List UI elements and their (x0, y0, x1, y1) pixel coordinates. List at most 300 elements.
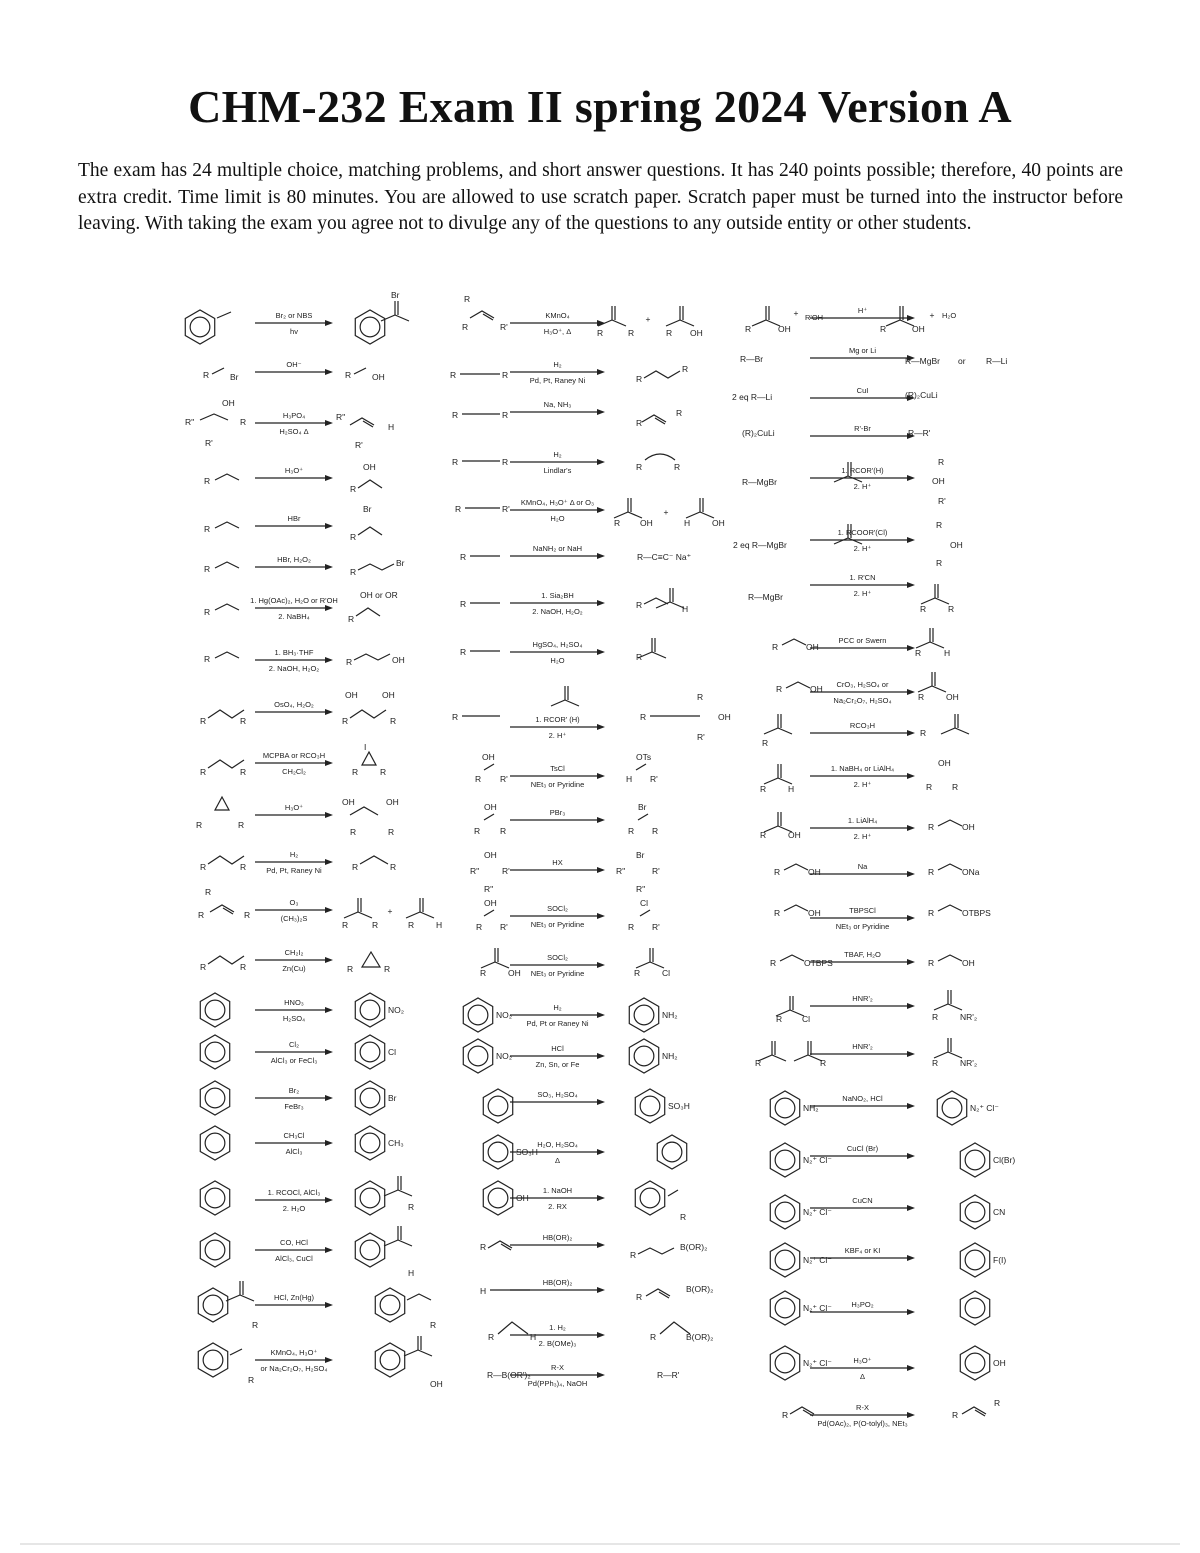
carbon-chain (384, 1190, 412, 1196)
atom-label: N₂⁺ Cl⁻ (803, 1155, 832, 1165)
atom-label: R (408, 1202, 415, 1212)
atom-label: B(OR)₂ (680, 1242, 708, 1252)
arrow-head (325, 320, 333, 326)
ring-aromatic-circle (640, 1096, 660, 1116)
benzene-ring (200, 1233, 229, 1267)
atom-label: R (252, 1320, 259, 1330)
atom-label: OH (482, 752, 495, 762)
atom-label: N₂⁺ Cl⁻ (803, 1255, 832, 1265)
reagent-above: HBr (287, 514, 301, 523)
reaction-arrow (510, 544, 605, 559)
atom-label: R (880, 324, 887, 334)
reaction-arrow (255, 1238, 333, 1263)
carbon-chain (354, 368, 366, 374)
reaction-arrow (810, 906, 915, 931)
reaction-arrow (255, 360, 333, 375)
atom-label: R (204, 524, 211, 534)
carbon-chain (215, 652, 239, 658)
benzene-ring (355, 1035, 384, 1069)
carbon-chain (358, 527, 382, 535)
cis-alkene (498, 1322, 528, 1334)
atom-label: R (345, 370, 352, 380)
arrow-head (907, 730, 915, 736)
atom-label: + (663, 507, 669, 517)
arrow-head (325, 1140, 333, 1146)
atom-label: R (920, 604, 927, 614)
arrow-head (325, 420, 333, 426)
atom-label: Br (230, 372, 239, 382)
atom-label: R (948, 604, 955, 614)
atom-label: R (628, 826, 635, 836)
carbon-chain (638, 652, 666, 658)
atom-label: R'' (484, 884, 494, 894)
atom-label: Br (388, 1093, 397, 1103)
atom-label: R (782, 1410, 789, 1420)
reagent-above: Br₂ or NBS (275, 311, 313, 320)
arrow-head (325, 1049, 333, 1055)
atom-label: H (480, 1286, 487, 1296)
atom-label: OH (808, 867, 821, 877)
atom-label: N₂⁺ Cl⁻ (970, 1103, 999, 1113)
reaction-arrow (255, 1348, 333, 1373)
atom-label: R (352, 767, 359, 777)
atom-label: NR'₂ (960, 1058, 978, 1068)
carbon-chain (934, 1004, 962, 1010)
atom-label: OH (806, 642, 819, 652)
reaction-arrow (510, 904, 605, 929)
carbon-chain (358, 480, 382, 488)
reaction-arrow (810, 573, 915, 598)
arrow-head (597, 773, 605, 779)
atom-label: Cl(Br) (993, 1155, 1016, 1165)
reaction-arrow (255, 466, 333, 481)
benzene-ring (770, 1346, 799, 1380)
reaction-arrow (255, 1188, 333, 1213)
carbon-chain (786, 682, 810, 688)
atom-label: R (380, 767, 387, 777)
arrow-head (325, 859, 333, 865)
reaction-arrow (255, 411, 333, 436)
arrow-head (597, 1149, 605, 1155)
atom-label: R (200, 862, 207, 872)
atom-label: R' (502, 866, 510, 876)
atom-label: R' (650, 774, 658, 784)
reaction-arrow (810, 636, 915, 651)
atom-label: R (480, 968, 487, 978)
ring-aromatic-circle (640, 1188, 660, 1208)
atom-label: R (200, 716, 207, 726)
atom-label: R (480, 1242, 487, 1252)
atom-label: NR'₂ (960, 1012, 978, 1022)
atom-label: R (932, 1058, 939, 1068)
atom-label: Cl (662, 968, 671, 978)
atom-label: OH (382, 690, 395, 700)
reagent-below: Δ (554, 1156, 561, 1165)
ring-aromatic-circle (965, 1202, 985, 1222)
arrow-head (907, 689, 915, 695)
atom-label: R (938, 457, 945, 467)
atom-label: N₂⁺ Cl⁻ (803, 1303, 832, 1313)
carbon-chain (764, 728, 792, 734)
reaction-arrow (810, 386, 915, 401)
reagent-below: Pd, Pt or Raney Ni (526, 1019, 589, 1028)
atom-label: OH (392, 655, 405, 665)
atom-label: NO₂ (388, 1005, 405, 1015)
arrow-head (597, 1372, 605, 1378)
atom-label: R (502, 410, 509, 420)
atom-label: R (350, 484, 357, 494)
atom-label: R (205, 887, 212, 897)
reagent-above: KBF₄ or KI (844, 1246, 881, 1255)
reagent-below: 2. RX (548, 1202, 567, 1211)
reaction-arrow (510, 858, 605, 873)
ring-aromatic-circle (205, 1133, 225, 1153)
ring-aromatic-circle (775, 1250, 795, 1270)
reagent-above: 1. NaOH (542, 1186, 573, 1195)
benzene-ring (375, 1288, 404, 1322)
atom-label: R (652, 826, 659, 836)
atom-label: R (932, 1012, 939, 1022)
atom-label: + (387, 906, 393, 916)
reaction-arrow (510, 591, 605, 616)
atom-label: R (348, 614, 355, 624)
reagent-above: R-X (856, 1403, 869, 1412)
atom-label: R' (697, 732, 705, 742)
benzene-ring (355, 1126, 384, 1160)
carbon-chain (484, 910, 494, 916)
benzene-ring (355, 310, 384, 344)
carbon-chain (358, 564, 394, 570)
reagent-below: Pd(PPh₃)₄, NaOH (527, 1379, 588, 1388)
ring-aromatic-circle (775, 1298, 795, 1318)
reagent-below: 2. NaOH, H₂O₂ (268, 664, 320, 673)
atom-label: N₂⁺ Cl⁻ (803, 1207, 832, 1217)
atom-label: R (502, 457, 509, 467)
benzene-ring (355, 1081, 384, 1115)
atom-label: R (240, 417, 247, 427)
atom-label: R (915, 648, 922, 658)
reagent-above: O₃ (289, 898, 299, 907)
atom-label: OH (718, 712, 731, 722)
carbon-chain (780, 955, 804, 961)
atom-label: R (614, 518, 621, 528)
carbon-chain (938, 820, 962, 826)
reaction-arrow (255, 1293, 333, 1308)
reagent-above: H⁺ (857, 306, 868, 315)
arrow-head (597, 1287, 605, 1293)
carbon-chain (938, 905, 962, 911)
arrow-head (325, 812, 333, 818)
atom-label: CN (993, 1207, 1006, 1217)
ring-aromatic-circle (205, 1088, 225, 1108)
atom-label: H₂O (942, 311, 957, 320)
reagent-above: R-X (551, 1363, 564, 1372)
reagent-below: hv (290, 327, 298, 336)
atom-label: R (680, 1212, 687, 1222)
epoxide (362, 752, 376, 765)
reaction-column-1 (185, 290, 443, 1389)
reagent-above: CH₂I₂ (284, 948, 304, 957)
reagent-below: H₂SO₄ (282, 1014, 306, 1023)
ring-aromatic-circle (360, 317, 380, 337)
atom-label: OH (993, 1358, 1006, 1368)
atom-label: R' (500, 774, 508, 784)
carbon-chain (941, 728, 969, 734)
arrow-head (325, 709, 333, 715)
atom-label: R (636, 374, 643, 384)
reagent-below: AlCl₃, CuCl (275, 1254, 313, 1263)
reagent-below: Lindlar's (543, 466, 572, 475)
ring-aromatic-circle (488, 1142, 508, 1162)
carbon-chain (656, 602, 684, 608)
carbon-chain (636, 764, 646, 770)
benzene-ring (355, 1181, 384, 1215)
carbon-chain (356, 608, 380, 616)
atom-label: R (452, 712, 459, 722)
reagent-above: 1. LiAlH₄ (847, 816, 878, 825)
atom-label: R (244, 910, 251, 920)
reagent-above: OsO₄, H₂O₂ (274, 700, 314, 709)
reagent-above: H₃O⁺ (853, 1356, 872, 1365)
carbon-chain (644, 598, 668, 604)
reagent-below: NEt₃ or Pyridine (530, 969, 585, 978)
reaction-arrow (810, 994, 915, 1009)
carbon-chain (644, 371, 680, 378)
atom-label: OH (962, 822, 975, 832)
atom-label: R (755, 1058, 762, 1068)
atom-label: R (674, 462, 681, 472)
atom-label: OTs (636, 752, 652, 762)
reagent-above: CrO₃, H₂SO₄ or (836, 680, 889, 689)
carbon-chain (794, 1055, 822, 1061)
arrow-head (907, 1255, 915, 1261)
reagent-above: CO, HCl (280, 1238, 308, 1247)
benzene-ring (770, 1291, 799, 1325)
arrow-head (597, 459, 605, 465)
benzene-ring (463, 1039, 492, 1073)
reagent-below: Pd, Pt, Raney Ni (266, 866, 322, 875)
carbon-chain (384, 1240, 412, 1246)
carbon-chain (784, 864, 808, 870)
atom-label: Cl (640, 898, 649, 908)
arrow-head (325, 760, 333, 766)
carbon-chain (360, 856, 388, 864)
carbon-chain (668, 1190, 678, 1196)
arrow-head (325, 523, 333, 529)
arrow-head (907, 475, 915, 481)
arrow-head (907, 1365, 915, 1371)
reagent-above: H₂ (553, 450, 562, 459)
benzene-ring (629, 1039, 658, 1073)
atom-label: CH₃ (388, 1138, 404, 1148)
reaction-arrow (810, 1042, 915, 1057)
atom-label: R (460, 647, 467, 657)
reagent-above: 1. R'CN (849, 573, 876, 582)
arrow-head (325, 1247, 333, 1253)
reaction-arrow (510, 1044, 605, 1069)
atom-label: R (666, 328, 673, 338)
reaction-arrow (810, 306, 915, 321)
carbon-chain (488, 1241, 512, 1248)
atom-label: R'' (616, 866, 626, 876)
atom-label: R (350, 532, 357, 542)
arrow-head (907, 959, 915, 965)
carbon-chain (470, 311, 494, 318)
atom-label: OH (962, 958, 975, 968)
carbon-chain (350, 807, 378, 815)
atom-label: R' (205, 438, 213, 448)
reagent-above: KMnO₄, H₃O⁺ Δ or O₃ (520, 498, 595, 507)
cis-alkene (645, 454, 675, 460)
atom-label: R (204, 654, 211, 664)
atom-label: R (390, 862, 397, 872)
atom-label: F(I) (993, 1255, 1007, 1265)
atom-label: + (929, 310, 935, 320)
reagent-above: 1. Sia₂BH (541, 591, 574, 600)
atom-label: R (952, 1410, 959, 1420)
atom-label: R (776, 1014, 783, 1024)
atom-label: R (455, 504, 462, 514)
reaction-arrow (255, 751, 333, 776)
carbon-chain (230, 1349, 242, 1355)
reagent-above: R'-Br (854, 424, 871, 433)
atom-label: Br (636, 850, 645, 860)
reagent-below: Pd(OAc)₂, P(O-tolyl)₃, NEt₃ (817, 1419, 908, 1428)
ring-aromatic-circle (468, 1046, 488, 1066)
atom-label: Br (391, 290, 400, 300)
reaction-arrow (810, 862, 915, 877)
atom-label: R (745, 324, 752, 334)
reagent-below: Pd, Pt, Raney Ni (529, 376, 586, 385)
reaction-arrow (255, 898, 333, 923)
arrow-head (597, 507, 605, 513)
carbon-chain (208, 956, 244, 964)
carbon-chain (350, 710, 386, 718)
atom-label: R (994, 1398, 1001, 1408)
ring-aromatic-circle (488, 1188, 508, 1208)
ring-aromatic-circle (360, 1133, 380, 1153)
reagent-below: 2. H⁺ (548, 731, 567, 740)
atom-label: SO₃H (668, 1101, 690, 1111)
arrow-head (325, 907, 333, 913)
carbon-chain (215, 522, 239, 528)
benzene-ring (960, 1346, 989, 1380)
atom-label: Br (396, 558, 405, 568)
arrow-head (907, 773, 915, 779)
atom-label: OH (386, 797, 399, 807)
atom-label: R'OH (805, 313, 824, 322)
atom-label: SO₃H (516, 1147, 538, 1157)
carbon-chain (200, 414, 228, 420)
reagent-above: KMnO₄, H₃O⁺ (270, 1348, 318, 1357)
atom-label: R (240, 767, 247, 777)
carbon-chain (350, 418, 374, 425)
reagent-above: CuI (856, 386, 869, 395)
ring-aromatic-circle (662, 1142, 682, 1162)
reagent-above: HNR'₂ (852, 1042, 873, 1051)
atom-label: R (350, 827, 357, 837)
reaction-arrow (810, 346, 915, 361)
atom-label: NH₂ (803, 1103, 819, 1113)
benzene-ring (200, 993, 229, 1027)
atom-label: R—R' (657, 1370, 680, 1380)
reagent-above: RCO₃H (849, 721, 876, 730)
atom-label: R—MgBr (742, 477, 777, 487)
atom-label: R (636, 418, 643, 428)
atom-label: OH (950, 540, 963, 550)
atom-label: N₂⁺ Cl⁻ (803, 1358, 832, 1368)
reagent-above: CH₃Cl (283, 1131, 305, 1140)
ring-aromatic-circle (965, 1250, 985, 1270)
reagent-above: HCl (551, 1044, 564, 1053)
reagent-below: CH₂Cl₂ (282, 767, 306, 776)
carbon-chain (212, 368, 224, 374)
atom-label: OH (946, 692, 959, 702)
reagent-above: HNO₃ (284, 998, 304, 1007)
atom-label: R (936, 558, 943, 568)
arrow-head (597, 1053, 605, 1059)
carbon-chain (208, 856, 244, 864)
atom-label: R (408, 920, 415, 930)
atom-label: + (645, 314, 651, 324)
reagent-above: CuCl (Br) (846, 1144, 879, 1153)
reaction-column-3 (732, 306, 1015, 1428)
carbon-chain (752, 320, 780, 326)
atom-label: B(OR)₂ (686, 1332, 714, 1342)
atom-label: R'' (470, 866, 480, 876)
atom-label: OH (938, 758, 951, 768)
benzene-ring (770, 1195, 799, 1229)
benzene-ring (198, 1288, 227, 1322)
atom-label: R (350, 567, 357, 577)
reagent-below: NEt₃ or Pyridine (835, 922, 890, 931)
atom-label: OH (484, 898, 497, 908)
ring-aromatic-circle (775, 1098, 795, 1118)
reagent-below: (CH₃)₂S (280, 914, 308, 923)
reagent-above: CuCN (852, 1196, 873, 1205)
reagent-above: H₂O, H₂SO₄ (537, 1140, 578, 1149)
reagent-above: 1. BH₃·THF (274, 648, 314, 657)
reagent-below: H₂O (550, 514, 565, 523)
reaction-arrow (510, 450, 605, 475)
arrow-head (597, 1195, 605, 1201)
benzene-ring (375, 1343, 404, 1377)
atom-label: R—B(OR')₂ (487, 1370, 531, 1380)
atom-label: OH (690, 328, 703, 338)
atom-label: R (460, 552, 467, 562)
atom-label: Cl (388, 1047, 397, 1057)
reaction-arrow (510, 1233, 605, 1248)
reagent-below: H₂SO₄ Δ (279, 427, 309, 436)
carbon-chain (344, 912, 372, 918)
reaction-arrow (510, 311, 605, 336)
reaction-arrow (510, 808, 605, 823)
reaction-arrow (255, 311, 333, 336)
ring-aromatic-circle (634, 1005, 654, 1025)
ring-aromatic-circle (203, 1350, 223, 1370)
benzene-ring (635, 1089, 664, 1123)
atom-label: R (636, 600, 643, 610)
atom-label: R' (500, 922, 508, 932)
atom-label: R (390, 716, 397, 726)
atom-label: B(OR)₂ (686, 1284, 714, 1294)
reaction-arrow (510, 1278, 605, 1293)
reagent-above: H₂ (553, 360, 562, 369)
carbon-chain (686, 512, 714, 518)
reaction-arrow (250, 596, 338, 621)
atom-label: OH (712, 518, 725, 528)
carbon-chain (938, 864, 962, 870)
